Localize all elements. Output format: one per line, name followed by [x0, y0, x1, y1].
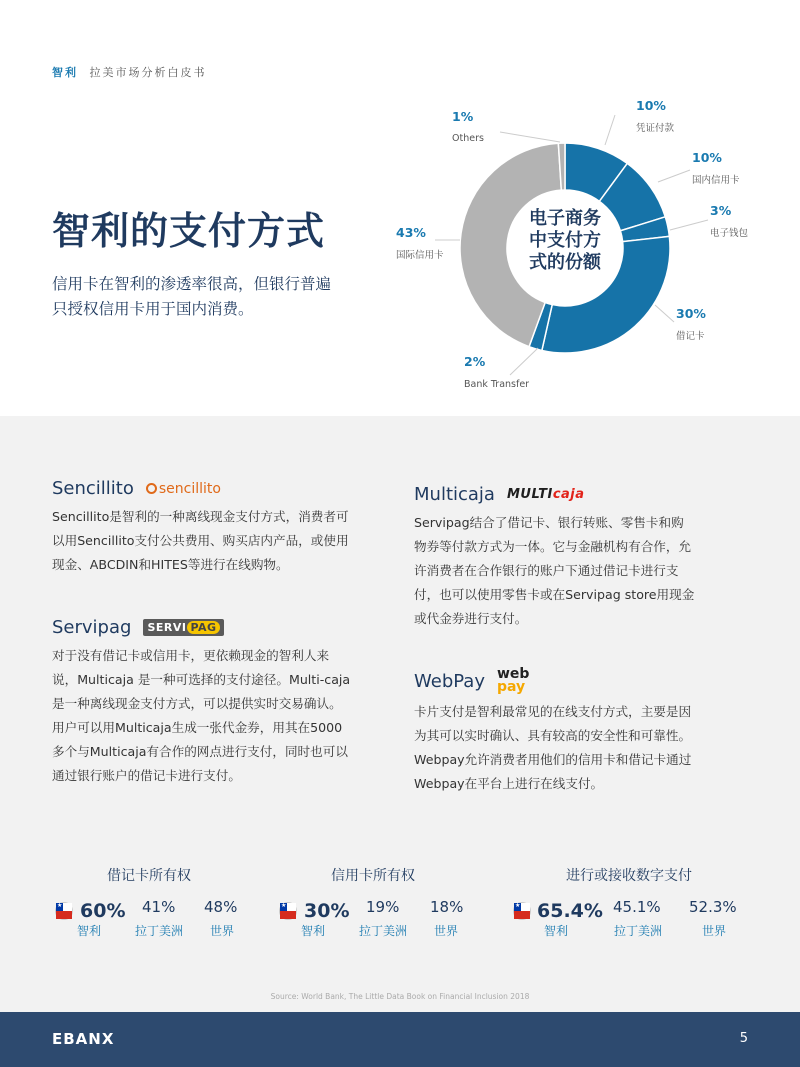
multicaja-body: Servipag结合了借记卡、银行转账、零售卡和购物券等付款方式为一体。它与金融机构有合作，允许消费者在合作银行的账户下通过借记卡进行支付，也可以使用零售卡或在Servipag store用现金或代金券进行支付。 [414, 515, 695, 626]
stat-label-world: 世界 [702, 924, 727, 938]
page-footer [0, 1012, 800, 1067]
intro-text: 信用卡在智利的渗透率很高，但银行普遍只授权信用卡用于国内消费。 [52, 275, 332, 318]
section-title [52, 617, 352, 638]
chile-flag-icon: ★ [279, 902, 297, 920]
header-subtitle: 拉美市场分析白皮书 [89, 66, 207, 79]
stat-value-chile: 65.4% [537, 900, 603, 922]
ebanx-logo: EBANX [52, 1030, 115, 1048]
slice-percent-label: 2% [464, 354, 486, 369]
leader-line [670, 220, 708, 230]
slice-percent-label: 3% [710, 203, 732, 218]
slice-category-label: 国内信用卡 [692, 175, 740, 186]
servipag-body: 对于没有借记卡或信用卡，更依赖现金的智利人来说，Multicaja 是一种可选择的支付途径。Multi-caja是一种离线现金支付方式，可以提供实时交易确认。用户可以用Multicaja生成一张代金券，用其在5000多个与Multicaja有合作的网点进行支付，同时也可以通过银行账户的借记卡进行支付。 [52, 648, 351, 783]
stat-title: 借记卡所有权 [107, 868, 191, 884]
page-header [52, 64, 207, 80]
multicaja-title: Multicaja [414, 484, 495, 505]
leader-line [605, 115, 615, 145]
stat-value-chile: 60% [80, 900, 126, 922]
sencillito-circle-icon [146, 483, 157, 494]
slice-percent-label: 30% [676, 306, 706, 321]
stat-value-world: 52.3% [689, 898, 737, 916]
slice-category-label: 借记卡 [676, 331, 705, 342]
stat-value-world: 48% [204, 898, 238, 916]
servipag-title: Servipag [52, 617, 132, 638]
sencillito-logo [146, 481, 221, 497]
stat-value-chile: 30% [304, 900, 350, 922]
slice-category-label: 电子钱包 [710, 228, 749, 239]
sencillito-logo-text: sencillito [158, 480, 221, 497]
donut-center-title: 式的份额 [529, 252, 601, 273]
servipag-logo-a: SERVI [147, 621, 187, 634]
slice-percent-label: 43% [396, 225, 426, 240]
slice-category-label: 凭证付款 [636, 123, 675, 134]
webpay-logo-a: web [496, 666, 530, 682]
section-sencillito [52, 478, 352, 577]
stat-value-latam: 41% [142, 898, 176, 916]
stat-label-chile: 智利 [77, 924, 102, 938]
stat-label-chile: 智利 [544, 924, 569, 938]
leader-line [658, 170, 690, 182]
header-brand: 智利 [52, 66, 78, 79]
servipag-logo-b: PAG [187, 621, 219, 634]
stat-value-latam: 19% [366, 898, 400, 916]
donut-svg [396, 90, 800, 410]
stat-value-latam: 45.1% [613, 898, 661, 916]
multicaja-logo [507, 487, 585, 502]
donut-center-title: 中支付方 [529, 230, 601, 251]
stat-label-latam: 拉丁美洲 [614, 924, 663, 938]
stat-title: 信用卡所有权 [331, 868, 415, 884]
webpay-logo [497, 668, 529, 694]
stat-label-world: 世界 [434, 924, 459, 938]
leader-line [510, 348, 538, 375]
stat-label-latam: 拉丁美洲 [135, 924, 184, 938]
slice-percent-label: 1% [452, 109, 474, 124]
stat-label-chile: 智利 [301, 924, 326, 938]
multicaja-logo-a: MULTI [506, 487, 553, 502]
slice-category-label: Others [452, 133, 484, 144]
webpay-title: WebPay [414, 670, 485, 692]
source-note: Source: World Bank, The Little Data Book on Financial Inclusion 2018 [270, 992, 530, 1001]
webpay-body: 卡片支付是智利最常见的在线支付方式，主要是因为其可以实时确认、具有较高的安全性和可靠性。Webpay允许消费者用他们的信用卡和借记卡通过Webpay在平台上进行在线支付。 [414, 704, 692, 791]
slice-category-label: 国际信用卡 [396, 250, 444, 261]
section-servipag [52, 617, 352, 788]
slice-category-label: Bank Transfer [464, 379, 530, 390]
section-multicaja [414, 484, 696, 631]
section-title [414, 668, 699, 694]
slice-percent-label: 10% [636, 98, 666, 113]
stat-label-latam: 拉丁美洲 [359, 924, 408, 938]
donut-center-title: 电子商务 [529, 208, 601, 229]
section-title [52, 478, 352, 499]
payment-share-donut-chart [396, 90, 800, 410]
stat-title: 进行或接收数字支付 [566, 868, 692, 884]
stat-value-world: 18% [430, 898, 464, 916]
chile-flag-icon: ★ [513, 902, 531, 920]
stat-label-world: 世界 [210, 924, 235, 938]
section-webpay [414, 668, 699, 796]
slice-percent-label: 10% [692, 150, 722, 165]
multicaja-logo-b: caja [552, 487, 585, 502]
page-number: 5 [739, 1031, 748, 1046]
webpay-logo-b: pay [496, 679, 526, 695]
leader-line [500, 132, 560, 142]
leader-line [655, 305, 674, 322]
sencillito-title: Sencillito [52, 478, 134, 499]
chile-flag-icon: ★ [55, 902, 73, 920]
page-title: 智利的支付方式 [52, 209, 326, 253]
section-title [414, 484, 696, 505]
stats-row [0, 860, 800, 950]
sencillito-body: Sencillito是智利的一种离线现金支付方式，消费者可以用Sencillito支付公共费用、购买店内产品，或使用现金、ABCDIN和HITES等进行在线购物。 [52, 509, 349, 572]
servipag-logo [143, 619, 223, 636]
